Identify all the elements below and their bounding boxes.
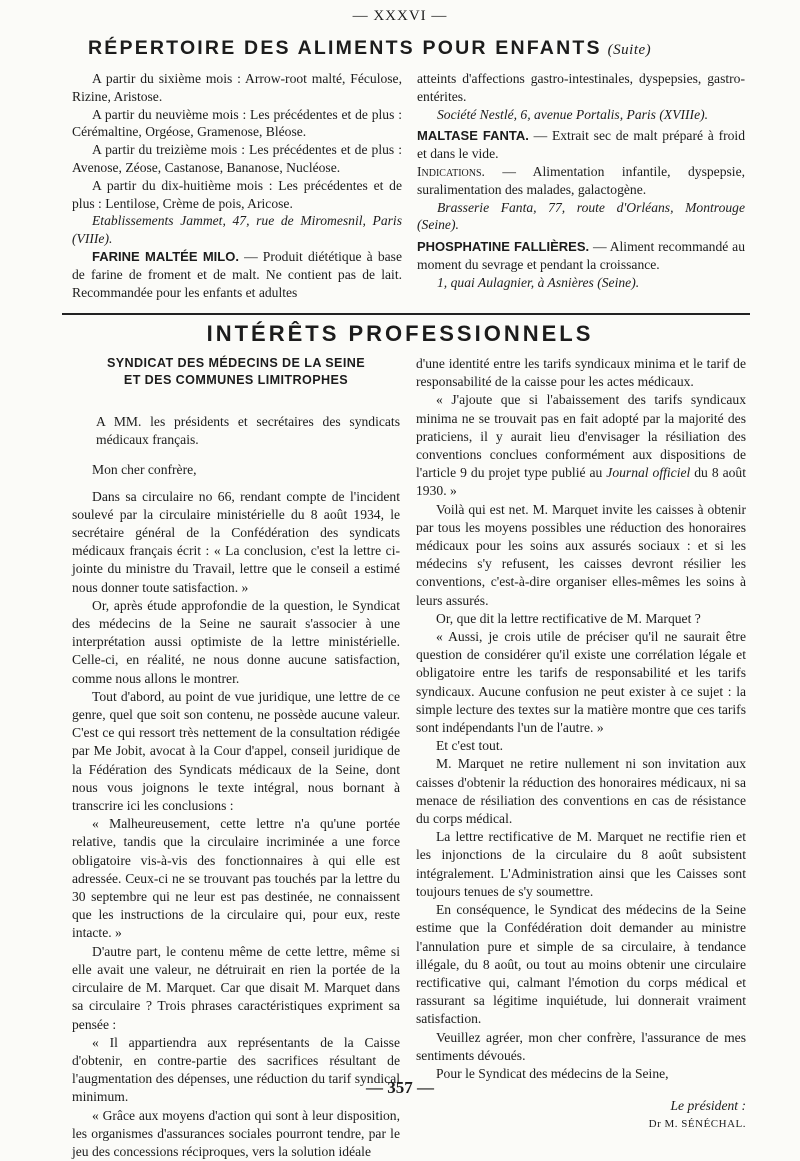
journal-title: Journal officiel bbox=[606, 465, 691, 481]
paragraph: Voilà qui est net. M. Marquet invite les caisses à obtenir par tous les moyens possibles une réduction des honoraires médicaux pour les soins aux assurés sociaux : et si les médecins s'y refusent, les caisses devront résilier les conventions, c'est-à-dire organiser elles-mêmes les soins à leurs assurés. bbox=[416, 501, 746, 608]
syndicate-heading-line1: SYNDICAT DES MÉDECINS DE LA SEINE bbox=[106, 356, 366, 370]
paragraph: M. Marquet ne retire nullement ni son invitation aux caisses d'obtenir la réduction des honoraires médicaux, ni sa menace de résiliation des conventions en cas de résistance du corps médical. bbox=[416, 756, 746, 827]
product-name: PHOSPHATINE FALLIÈRES. bbox=[417, 239, 590, 255]
section-title-repertoire bbox=[88, 37, 768, 60]
letter-address: A MM. les présidents et secrétaires des syndicats médicaux français. bbox=[96, 414, 400, 448]
page-folio: — XXXVI — bbox=[352, 8, 448, 24]
section-divider bbox=[62, 313, 750, 315]
repertoire-right-column bbox=[417, 70, 745, 292]
indications-label: Indications. bbox=[417, 163, 485, 179]
letter-left-column bbox=[72, 355, 400, 1161]
product-description: — Extrait sec de malt préparé à froid et dans le vide. bbox=[417, 128, 745, 162]
signature-title: Le président : bbox=[670, 1098, 746, 1114]
repertoire-title-text: RÉPERTOIRE DES ALIMENTS POUR ENFANTS bbox=[88, 37, 602, 59]
product-description: — Produit diététique à base de farine de froment et de malt. Ne contient pas de lait. Recommandée pour les enfants et adultes bbox=[72, 248, 402, 300]
paragraph: « Grâce aux moyens d'action qui sont à leur disposition, les organismes d'assurances sociales pourront tendre, par le jeu des concessions réciproques, vers la solution idéale bbox=[72, 1107, 400, 1159]
paragraph: « Il appartiendra aux représentants de la Caisse d'obtenir, en contre-partie des sacrifices résultant de l'augmentation des dépenses, une réduction du tarif syndical minimum. bbox=[72, 1034, 400, 1105]
paragraph: Or, que dit la lettre rectificative de M. Marquet ? bbox=[436, 610, 701, 626]
syndicate-heading-line2: ET DES COMMUNES LIMITROPHES bbox=[123, 373, 349, 387]
quote-text: « J'ajoute que si l'abaissement des tarifs syndicaux minima ne se trouvait pas en fait adopté par la majorité des praticiens, il y aurait lieu d'envisager la résiliation des conventions conclues conformément aux dispositions de l'article 9 du projet type publié au bbox=[416, 392, 746, 481]
product-entry bbox=[417, 127, 745, 163]
signature-name: Dr M. SÉNÉCHAL. bbox=[648, 1118, 746, 1131]
suite-label: (Suite) bbox=[607, 42, 652, 58]
letter-right-column bbox=[416, 355, 746, 1134]
syndicate-heading bbox=[72, 355, 400, 389]
repertoire-left-column bbox=[72, 70, 402, 301]
paragraph: Et c'est tout. bbox=[436, 738, 504, 754]
product-name: FARINE MALTÉE MILO. bbox=[92, 248, 239, 264]
paragraph: Veuillez agréer, mon cher confrère, l'assurance de mes sentiments dévoués. bbox=[416, 1029, 746, 1063]
paragraph: A partir du sixième mois : Arrow-root malté, Féculose, Rizine, Aristose. bbox=[72, 71, 402, 104]
paragraph bbox=[416, 391, 746, 500]
paragraph: Pour le Syndicat des médecins de la Seine, bbox=[436, 1065, 669, 1081]
paragraph: D'autre part, le contenu même de cette lettre, même si elle avait une valeur, ne détruirait en rien la portée de la circulaire de M. Marquet. Car que disait M. Marquet dans sa circulaire ? Trois phrases caractéristiques expriment sa pensée : bbox=[72, 943, 400, 1032]
paragraph: A partir du treizième mois : Les précédentes et de plus : Avenose, Zéose, Castanose, Bananose, Nucléose. bbox=[72, 142, 402, 175]
paragraph: « Malheureusement, cette lettre n'a qu'une portée relative, tandis que la circulaire incriminée a une force obligatoire vis-à-vis des fonctionnaires à qui elle est adressée. Ceux-ci ne se trouvant pas touchés par la lettre du 30 septembre qui ne leur est pas destinée, ne connaissent que les instructions de la circulaire qui, pour eux, reste intacte. » bbox=[72, 816, 400, 941]
paragraph: « Aussi, je crois utile de préciser qu'il ne saurait être question de considérer qu'il existe une corrélation légale et obligatoire entre les tarifs de responsabilité et les tarifs syndicaux. Aucune confusion ne peut exister à ce sujet : la simple lecture des textes sur la matière montre que ces tarifs sont indépendants l'un de l'autre. » bbox=[416, 629, 746, 736]
supplier-address: 1, quai Aulagnier, à Asnières (Seine). bbox=[437, 274, 640, 290]
paragraph: A partir du neuvième mois : Les précédentes et de plus : Cérémaltine, Orgéose, Gramenose, Bléose. bbox=[72, 106, 402, 140]
supplier-address: Brasserie Fanta, 77, route d'Orléans, Montrouge (Seine). bbox=[417, 199, 745, 233]
paragraph: A partir du dix-huitième mois : Les précédentes et de plus : Lentilose, Crème de pois, Aricose. bbox=[72, 177, 402, 211]
paragraph: Or, après étude approfondie de la question, le Syndicat des médecins de la Seine ne saurait s'associer à une interprétation aussi optimiste de la lettre ministérielle. Celle-ci, en réalité, ne nous donne aucune satisfaction, comme nous allons le montrer. bbox=[72, 597, 400, 686]
supplier-address: Société Nestlé, 6, avenue Portalis, Paris (XVIIIe). bbox=[437, 106, 709, 122]
product-entry bbox=[417, 238, 745, 274]
paragraph: En conséquence, le Syndicat des médecins de la Seine estime que la Confédération doit demander au ministre l'annulation pure et simple de sa circulaire, à tendance illégale, du 8 août, ou tout au moins obtenir une circulaire rectificative qui, calmant l'émotion du corps médical et rassurant sa légitime inquiétude, lui donnerait vraiment satisfaction. bbox=[416, 902, 746, 1027]
product-description: — Aliment recommandé au moment du sevrage et pendant la croissance. bbox=[417, 239, 745, 272]
supplier-address: Etablissements Jammet, 47, rue de Miromesnil, Paris (VIIIe). bbox=[72, 213, 402, 247]
paragraph: Dans sa circulaire no 66, rendant compte de l'incident soulevé par la circulaire ministérielle du 8 août 1934, le secrétaire général de la Confédération des syndicats médicaux français écrit : « La conclusion, c'est la lettre ci-jointe du ministre du Travail, lettre que le conseil a estimé nous donner toute satisfaction. » bbox=[72, 488, 400, 595]
product-entry bbox=[72, 248, 402, 301]
section-title-interets: INTÉRÊTS PROFESSIONNELS bbox=[206, 321, 594, 346]
paragraph: Tout d'abord, au point de vue juridique, une lettre de ce genre, quel que soit son contenu, ne possède aucune valeur. C'est ce qui ressort très nettement de la consultation rédigée par Me Jobit, avocat à la Cour d'appel, conseil juridique de la Fédération des Syndicats médicaux de la Seine, dont nous vous joignons le texte intégral, nous bornant à transcrire ici les conclusions : bbox=[72, 688, 400, 814]
letter-salutation: Mon cher confrère, bbox=[92, 462, 197, 478]
paragraph: atteints d'affections gastro-intestinales, dyspepsies, gastro-entérites. bbox=[417, 71, 745, 104]
indications-text: — Alimentation infantile, dyspepsie, suralimentation des malades, galactogène. bbox=[417, 163, 745, 197]
paragraph: La lettre rectificative de M. Marquet ne rectifie rien et les injonctions de la circulaire du 8 août subsistent intégralement. L'Administration ainsi que les Caisses sont toujours tenues de s'y soumettre. bbox=[416, 829, 746, 899]
paragraph: d'une identité entre les tarifs syndicaux minima et le tarif de responsabilité de la caisse pour les actes médicaux. bbox=[416, 356, 746, 390]
quote-end: du 8 août 1930. » bbox=[416, 465, 746, 499]
product-name: MALTASE FANTA. bbox=[417, 128, 529, 144]
page-number: — 357 — bbox=[366, 1078, 434, 1097]
indications-entry bbox=[417, 163, 745, 199]
